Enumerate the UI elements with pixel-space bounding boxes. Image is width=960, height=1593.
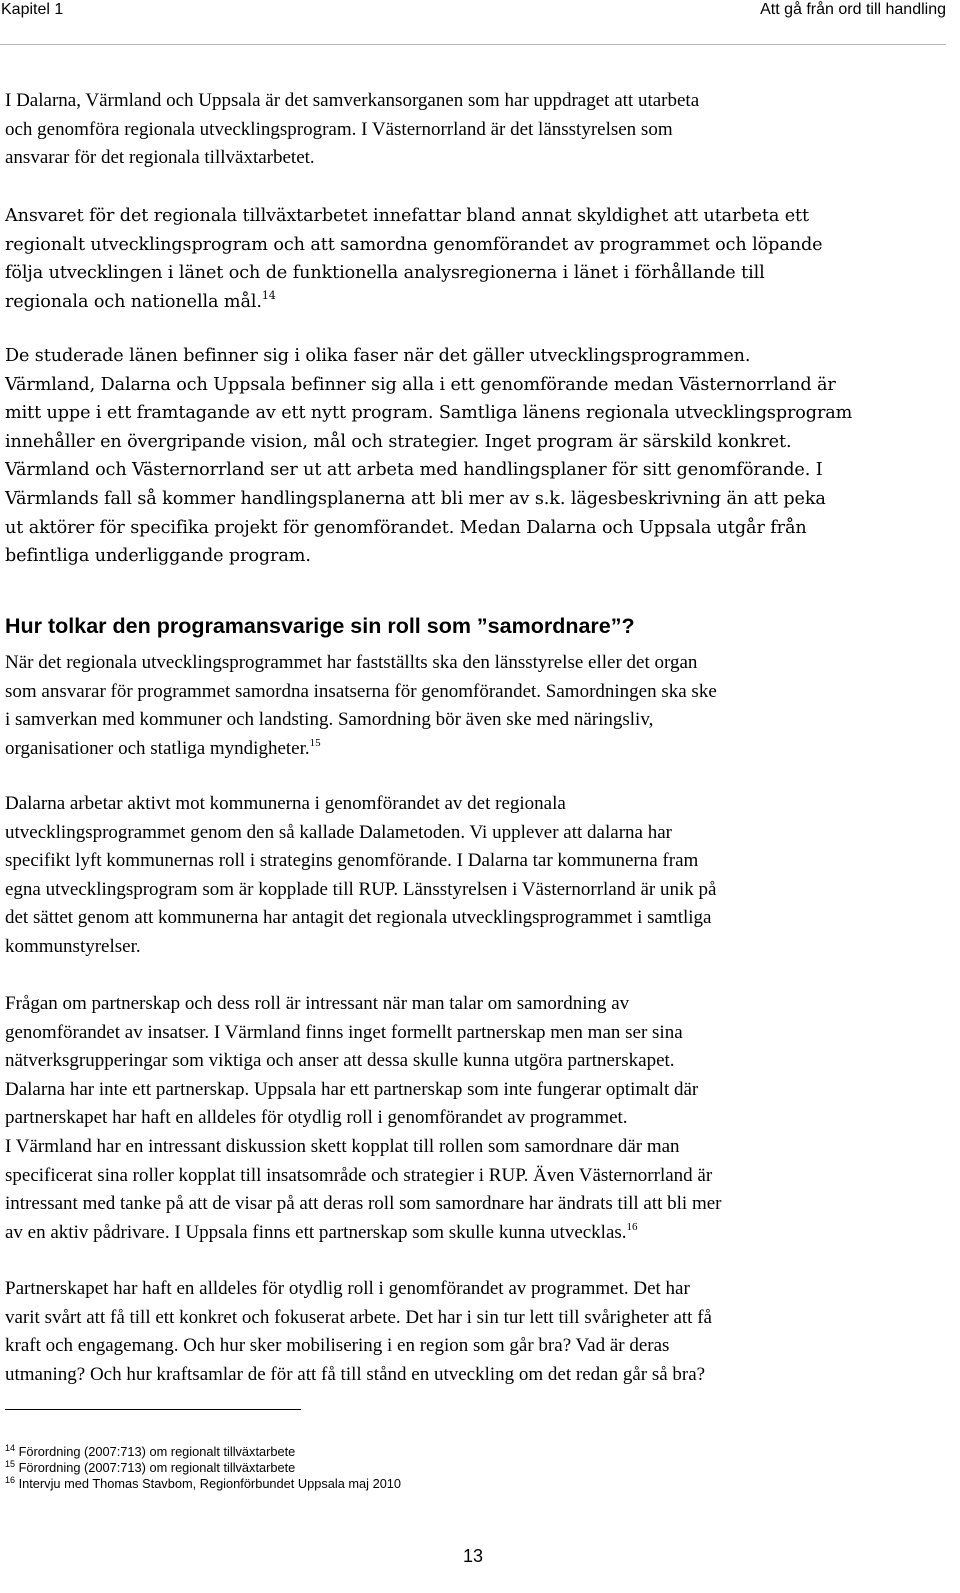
footnote-number: 16 <box>5 1475 16 1485</box>
text-line-content: av en aktiv pådrivare. I Uppsala finns ett partnerskap som skulle kunna utvecklas. <box>5 1221 627 1243</box>
footnote-ref-15[interactable]: 15 <box>309 736 321 749</box>
text-line <box>5 1219 945 1248</box>
text-line: kommunstyrelser. <box>5 935 141 957</box>
paragraph-6 <box>5 990 945 1247</box>
text-line: genomförandet av insatser. I Värmland finns inget formellt partnerskap men man ser sina <box>5 1021 683 1043</box>
header-divider <box>0 44 946 45</box>
text-line <box>5 735 945 764</box>
text-line: specificerat sina roller kopplat till insatsområde och strategier i RUP. Även Västernorrland är <box>5 1164 713 1186</box>
text-line <box>5 288 945 317</box>
footnote-number: 15 <box>5 1459 16 1469</box>
text-line: Dalarna arbetar aktivt mot kommunerna i genomförandet av det regionala <box>5 793 566 814</box>
text-line: utmaning? Och hur kraftsamlar de för att få till stånd en utveckling om det redan går så bra? <box>5 1363 706 1385</box>
text-line: innehåller en övergripande vision, mål och strategier. Inget program är särskild konkret. <box>5 431 792 452</box>
footnote-text: Förordning (2007:713) om regionalt tillväxtarbete <box>18 1444 296 1459</box>
text-line: som ansvarar för programmet samordna insatserna för genomförandet. Samordningen ska ske <box>5 680 717 702</box>
text-line: Dalarna har inte ett partnerskap. Uppsala har ett partnerskap som inte fungerar optimalt där <box>5 1078 699 1100</box>
footnote-16 <box>5 1476 905 1492</box>
text-line: kraft och engagemang. Och hur sker mobilisering i en region som går bra? Vad är deras <box>5 1335 670 1357</box>
paragraph-7 <box>5 1275 945 1389</box>
text-line: mitt uppe i ett framtagande av ett nytt program. Samtliga länens regionala utvecklingsprogram <box>5 403 853 424</box>
running-header <box>0 0 960 34</box>
footnote-divider <box>5 1409 301 1410</box>
text-line: i samverkan med kommuner och landsting. Samordning bör även ske med näringsliv, <box>5 709 654 731</box>
footnote-number: 14 <box>5 1443 16 1453</box>
text-line: Värmland, Dalarna och Uppsala befinner sig alla i ett genomförande medan Västernorrland är <box>5 374 836 395</box>
paragraph-5 <box>5 790 945 962</box>
text-line: följa utvecklingen i länet och de funktionella analysregionerna i länet i förhållande till <box>5 263 765 284</box>
text-line: När det regionala utvecklingsprogrammet har fastställts ska den länsstyrelse eller det organ <box>5 652 698 673</box>
text-line: De studerade länen befinner sig i olika faser när det gäller utvecklingsprogrammen. <box>5 346 751 366</box>
paragraph-2 <box>5 202 945 316</box>
text-line: utvecklingsprogrammet genom den så kallade Dalametoden. Vi upplever att dalarna har <box>5 821 672 843</box>
text-line: Ansvaret för det regionala tillväxtarbetet innefattar bland annat skyldighet att utarbeta ett <box>5 206 809 226</box>
paragraph-3 <box>5 342 945 571</box>
text-line: nätverksgrupperingar som viktiga och anser att dessa skulle kunna utgöra partnerskapet. <box>5 1050 675 1072</box>
text-line: specifikt lyft kommunernas roll i strategins genomförande. I Dalarna tar kommunerna fram <box>5 850 699 872</box>
text-line: Frågan om partnerskap och dess roll är intressant när man talar om samordning av <box>5 993 630 1014</box>
footnote-text: Intervju med Thomas Stavbom, Regionförbundet Uppsala maj 2010 <box>18 1476 402 1491</box>
text-line: partnerskapet har haft en alldeles för otydlig roll i genomförandet av programmet. <box>5 1107 628 1129</box>
footnote-text: Förordning (2007:713) om regionalt tillväxtarbete <box>18 1460 296 1475</box>
text-line: och genomföra regionala utvecklingsprogram. I Västernorrland är det länsstyrelsen som <box>5 118 673 140</box>
text-line: ansvarar för det regionala tillväxtarbetet. <box>5 147 315 169</box>
text-line: ut aktörer för specifika projekt för genomförandet. Medan Dalarna och Uppsala utgår från <box>5 517 807 538</box>
footnote-ref-16[interactable]: 16 <box>626 1220 638 1233</box>
text-line: det sättet genom att kommunerna har antagit det regionala utvecklingsprogrammet i samtliga <box>5 907 712 929</box>
footnotes <box>5 1444 905 1492</box>
text-line-content: organisationer och statliga myndigheter. <box>5 737 310 759</box>
paragraph-1 <box>5 87 945 173</box>
chapter-label: Kapitel 1 <box>1 1 64 18</box>
text-line: befintliga underliggande program. <box>5 546 311 567</box>
text-line-content: regionala och nationella mål. <box>5 291 262 312</box>
text-line: Partnerskapet har haft en alldeles för otydlig roll i genomförandet av programmet. Det har <box>5 1278 690 1299</box>
section-heading: Hur tolkar den programansvarige sin roll som ”samordnare”? <box>5 614 635 638</box>
text-line: Värmlands fall så kommer handlingsplanerna att bli mer av s.k. lägesbeskrivning än att peka <box>5 488 826 509</box>
footnote-14 <box>5 1444 905 1460</box>
text-line: regionalt utvecklingsprogram och att samordna genomförandet av programmet och löpande <box>5 234 823 255</box>
footnote-ref-14[interactable]: 14 <box>261 288 276 302</box>
text-line: I Dalarna, Värmland och Uppsala är det samverkansorganen som har uppdraget att utarbeta <box>5 90 700 111</box>
page-number: 13 <box>462 1546 484 1566</box>
text-line: intressant med tanke på att de visar på att deras roll som samordnare har ändrats till att bli mer <box>5 1193 722 1215</box>
text-line: I Värmland har en intressant diskussion skett kopplat till rollen som samordnare där man <box>5 1135 680 1157</box>
footnote-15 <box>5 1460 905 1476</box>
text-line: varit svårt att få till ett konkret och fokuserat arbete. Det har i sin tur lett till svårigheter att få <box>5 1306 712 1328</box>
chapter-title: Att gå från ord till handling <box>760 1 946 18</box>
paragraph-4 <box>5 649 945 763</box>
text-line: egna utvecklingsprogram som är kopplade till RUP. Länsstyrelsen i Västernorrland är unik på <box>5 878 717 900</box>
text-line: Värmland och Västernorrland ser ut att arbeta med handlingsplaner för sitt genomförande. I <box>5 460 823 481</box>
